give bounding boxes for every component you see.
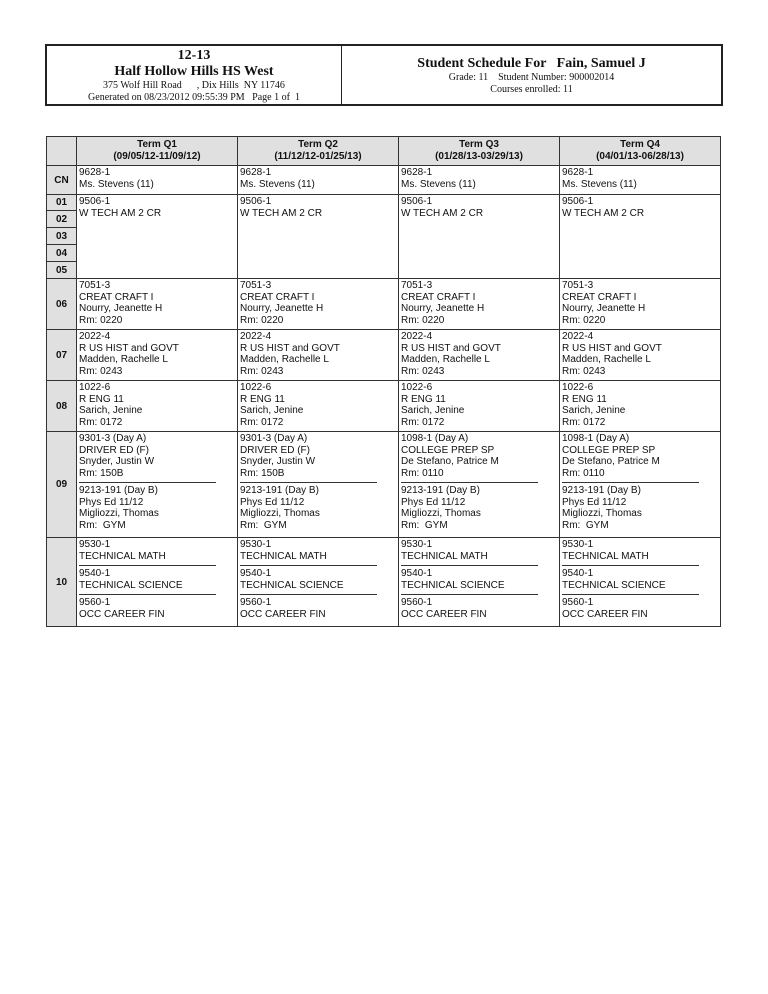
course-teacher: Ms. Stevens (11) [240, 178, 315, 190]
course-code: 9628-1 [562, 167, 594, 178]
course-code: 9301-3 (Day A) [79, 433, 147, 444]
course-cell [238, 432, 399, 538]
course-room: Rm: 0172 [562, 416, 606, 428]
course-cell [238, 195, 399, 279]
school-name: Half Hollow Hills HS West [114, 64, 274, 79]
course-code: 1098-1 (Day A) [562, 433, 630, 444]
course-title: CREAT CRAFT I [562, 291, 637, 303]
course-code: 2022-4 [562, 331, 594, 342]
course-title: TECHNICAL MATH [562, 550, 649, 562]
course-code: 1022-6 [240, 382, 272, 393]
course-code: 2022-4 [240, 331, 272, 342]
course-code: 7051-3 [79, 280, 111, 291]
course-teacher: De Stefano, Patrice M [562, 456, 660, 467]
divider [240, 565, 377, 566]
period-row [47, 538, 721, 627]
divider [240, 482, 377, 483]
course-room: Rm: 0172 [401, 416, 445, 428]
period-label: 06 [47, 279, 77, 330]
course-title: R ENG 11 [240, 393, 285, 405]
course-title: Phys Ed 11/12 [240, 496, 305, 508]
term-dates: (04/01/13-06/28/13) [596, 151, 684, 162]
course-teacher: Sarich, Jenine [562, 405, 626, 416]
course-code: 7051-3 [562, 280, 594, 291]
course-room: Rm: 0243 [562, 365, 606, 377]
course-teacher: Migliozzi, Thomas [562, 508, 642, 519]
course-title: R US HIST and GOVT [240, 342, 340, 354]
course-room: Rm: GYM [401, 519, 448, 531]
course-cell [399, 330, 560, 381]
course-code: 9530-1 [240, 539, 272, 550]
course-title: TECHNICAL MATH [240, 550, 327, 562]
course-teacher: Nourry, Jeanette H [79, 303, 163, 314]
course-code: 9628-1 [240, 167, 272, 178]
course-title: OCC CAREER FIN [240, 608, 326, 620]
course-teacher: Sarich, Jenine [240, 405, 304, 416]
course-teacher: Ms. Stevens (11) [79, 178, 154, 190]
period-label: 04 [47, 245, 77, 262]
course-cell [560, 166, 721, 195]
course-code: 9628-1 [401, 167, 433, 178]
course-cell [77, 330, 238, 381]
school-address: 375 Wolf Hill Road , Dix Hills NY 11746 [103, 80, 285, 91]
course-teacher: Nourry, Jeanette H [401, 303, 485, 314]
student-info [342, 46, 721, 104]
course-code: 9540-1 [79, 568, 111, 579]
course-code: 9530-1 [562, 539, 594, 550]
course-title: CREAT CRAFT I [240, 291, 315, 303]
term-header [238, 137, 399, 166]
course-teacher: Sarich, Jenine [401, 405, 465, 416]
course-teacher: Ms. Stevens (11) [401, 178, 476, 190]
course-title: R ENG 11 [562, 393, 607, 405]
course-title: CREAT CRAFT I [79, 291, 154, 303]
course-cell [77, 381, 238, 432]
course-teacher: Madden, Rachelle L [240, 354, 329, 365]
course-cell [560, 195, 721, 279]
course-cell [77, 432, 238, 538]
course-room: Rm: 0243 [79, 365, 123, 377]
course-code: 2022-4 [401, 331, 433, 342]
term-dates: (11/12/12-01/25/13) [274, 151, 362, 162]
course-teacher: Ms. Stevens (11) [562, 178, 637, 190]
period-row [47, 432, 721, 538]
course-code: 9560-1 [79, 597, 111, 608]
term-header [399, 137, 560, 166]
course-title: R ENG 11 [401, 393, 446, 405]
course-code: 9540-1 [562, 568, 594, 579]
course-room: Rm: 0220 [401, 314, 445, 326]
course-title: R US HIST and GOVT [401, 342, 501, 354]
course-title: DRIVER ED (F) [240, 444, 310, 456]
corner-cell [47, 137, 77, 166]
period-label: 02 [47, 211, 77, 228]
schedule-header [45, 44, 723, 106]
course-title: TECHNICAL SCIENCE [401, 579, 505, 591]
course-code: 1022-6 [562, 382, 594, 393]
divider [562, 482, 699, 483]
course-teacher: Nourry, Jeanette H [562, 303, 646, 314]
course-code: 9213-191 (Day B) [240, 485, 319, 496]
course-teacher: Madden, Rachelle L [562, 354, 651, 365]
course-room: Rm: GYM [562, 519, 609, 531]
course-title: W TECH AM 2 CR [79, 207, 162, 219]
course-room: Rm: 0172 [79, 416, 123, 428]
course-code: 9540-1 [240, 568, 272, 579]
course-cell [238, 538, 399, 627]
period-label: 07 [47, 330, 77, 381]
term-header [560, 137, 721, 166]
course-room: Rm: 150B [240, 467, 285, 479]
course-teacher: Madden, Rachelle L [79, 354, 168, 365]
course-cell [560, 279, 721, 330]
course-room: Rm: 0172 [240, 416, 284, 428]
course-teacher: De Stefano, Patrice M [401, 456, 499, 467]
course-code: 9213-191 (Day B) [79, 485, 158, 496]
period-label: 08 [47, 381, 77, 432]
course-cell [77, 538, 238, 627]
course-code: 9213-191 (Day B) [562, 485, 641, 496]
course-cell [399, 381, 560, 432]
course-title: COLLEGE PREP SP [562, 444, 656, 456]
course-title: Phys Ed 11/12 [562, 496, 627, 508]
course-room: Rm: 150B [79, 467, 124, 479]
course-title: OCC CAREER FIN [401, 608, 487, 620]
period-label: 09 [47, 432, 77, 538]
course-room: Rm: 0110 [562, 467, 605, 479]
course-code: 9540-1 [401, 568, 433, 579]
course-cell [77, 195, 238, 279]
course-title: TECHNICAL MATH [79, 550, 166, 562]
course-room: Rm: 0220 [79, 314, 123, 326]
course-room: Rm: GYM [240, 519, 287, 531]
divider [401, 594, 538, 595]
course-cell [399, 166, 560, 195]
course-teacher: Migliozzi, Thomas [79, 508, 159, 519]
term-name: Term Q2 [298, 139, 338, 150]
divider [401, 482, 538, 483]
course-room: Rm: 0220 [240, 314, 284, 326]
courses-line: Courses enrolled: 11 [490, 84, 573, 95]
divider [562, 565, 699, 566]
course-code: 9506-1 [401, 196, 433, 207]
course-title: TECHNICAL SCIENCE [79, 579, 183, 591]
course-title: CREAT CRAFT I [401, 291, 476, 303]
course-cell [238, 279, 399, 330]
schedule-title: Student Schedule For Fain, Samuel J [417, 56, 646, 71]
course-cell [560, 381, 721, 432]
divider [401, 565, 538, 566]
course-code: 9213-191 (Day B) [401, 485, 480, 496]
course-room: Rm: 0220 [562, 314, 606, 326]
course-teacher: Snyder, Justin W [79, 456, 155, 467]
schedule-grid [46, 136, 721, 627]
course-code: 9560-1 [240, 597, 272, 608]
term-header-row [47, 137, 721, 166]
period-row [47, 381, 721, 432]
period-row [47, 279, 721, 330]
course-title: W TECH AM 2 CR [401, 207, 484, 219]
course-code: 2022-4 [79, 331, 111, 342]
course-title: W TECH AM 2 CR [240, 207, 323, 219]
course-teacher: Snyder, Justin W [240, 456, 316, 467]
course-teacher: Sarich, Jenine [79, 405, 143, 416]
course-cell [77, 279, 238, 330]
course-cell [560, 330, 721, 381]
divider [240, 594, 377, 595]
course-code: 9530-1 [401, 539, 433, 550]
generated-line: Generated on 08/23/2012 09:55:39 PM Page 1 of 1 [88, 92, 300, 103]
course-title: DRIVER ED (F) [79, 444, 149, 456]
course-cell [560, 432, 721, 538]
divider [79, 565, 216, 566]
term-name: Term Q3 [459, 139, 499, 150]
course-room: Rm: 0110 [401, 467, 444, 479]
course-code: 1098-1 (Day A) [401, 433, 469, 444]
course-teacher: Madden, Rachelle L [401, 354, 490, 365]
course-title: TECHNICAL SCIENCE [240, 579, 344, 591]
term-dates: (09/05/12-11/09/12) [113, 151, 201, 162]
course-code: 7051-3 [240, 280, 272, 291]
course-teacher: Nourry, Jeanette H [240, 303, 324, 314]
term-header [77, 137, 238, 166]
course-code: 9628-1 [79, 167, 111, 178]
period-label: 03 [47, 228, 77, 245]
period-row [47, 330, 721, 381]
period-row [47, 166, 721, 195]
period-label: 10 [47, 538, 77, 627]
course-code: 9506-1 [562, 196, 594, 207]
period-label: 01 [47, 195, 77, 211]
course-cell [399, 538, 560, 627]
course-title: R US HIST and GOVT [79, 342, 179, 354]
period-row [47, 195, 721, 211]
course-code: 9560-1 [562, 597, 594, 608]
school-info [47, 46, 342, 104]
divider [79, 594, 216, 595]
course-cell [399, 279, 560, 330]
course-cell [77, 166, 238, 195]
term-name: Term Q4 [620, 139, 660, 150]
divider [79, 482, 216, 483]
course-code: 1022-6 [79, 382, 111, 393]
course-code: 9301-3 (Day A) [240, 433, 308, 444]
course-code: 1022-6 [401, 382, 433, 393]
course-code: 9560-1 [401, 597, 433, 608]
course-title: R ENG 11 [79, 393, 124, 405]
course-code: 9506-1 [79, 196, 111, 207]
course-cell [399, 195, 560, 279]
course-title: Phys Ed 11/12 [79, 496, 144, 508]
course-code: 9506-1 [240, 196, 272, 207]
period-label: CN [47, 166, 77, 195]
period-label: 05 [47, 262, 77, 279]
course-room: Rm: GYM [79, 519, 126, 531]
course-teacher: Migliozzi, Thomas [240, 508, 320, 519]
course-room: Rm: 0243 [401, 365, 445, 377]
course-room: Rm: 0243 [240, 365, 284, 377]
course-cell [238, 166, 399, 195]
course-teacher: Migliozzi, Thomas [401, 508, 481, 519]
term-dates: (01/28/13-03/29/13) [435, 151, 523, 162]
course-code: 9530-1 [79, 539, 111, 550]
course-cell [560, 538, 721, 627]
school-year: 12-13 [177, 48, 211, 63]
course-code: 7051-3 [401, 280, 433, 291]
course-title: OCC CAREER FIN [562, 608, 648, 620]
course-title: OCC CAREER FIN [79, 608, 165, 620]
course-title: R US HIST and GOVT [562, 342, 662, 354]
term-name: Term Q1 [137, 139, 177, 150]
course-title: TECHNICAL MATH [401, 550, 488, 562]
course-cell [238, 381, 399, 432]
grade-line: Grade: 11 Student Number: 900002014 [448, 72, 615, 83]
course-cell [238, 330, 399, 381]
course-title: W TECH AM 2 CR [562, 207, 645, 219]
course-title: Phys Ed 11/12 [401, 496, 466, 508]
course-cell [399, 432, 560, 538]
course-title: COLLEGE PREP SP [401, 444, 495, 456]
divider [562, 594, 699, 595]
course-title: TECHNICAL SCIENCE [562, 579, 666, 591]
